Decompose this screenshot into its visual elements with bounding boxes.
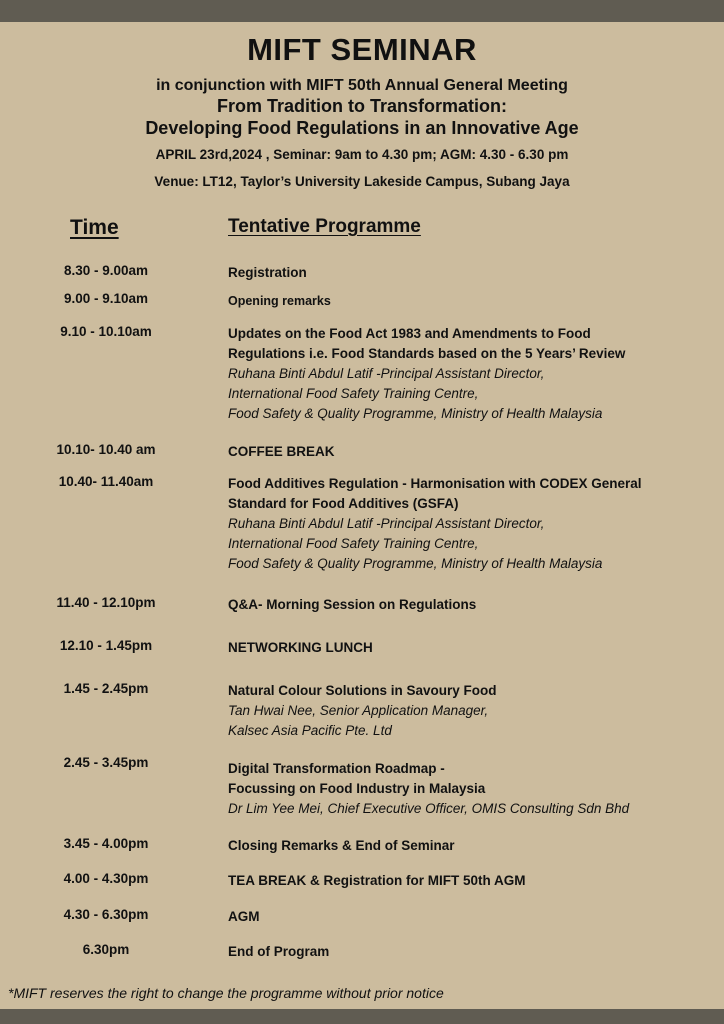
schedule-title: TEA BREAK & Registration for MIFT 50th AGM [228,873,526,888]
schedule-title: COFFEE BREAK [228,444,335,459]
schedule-title: Focussing on Food Industry in Malaysia [228,781,486,796]
bottom-band [0,1009,724,1024]
speaker-line: Ruhana Binti Abdul Latif -Principal Assistant Director, [228,366,545,381]
date-line: APRIL 23rd,2024 , Seminar: 9am to 4.30 pm; AGM: 4.30 - 6.30 pm [155,147,569,162]
schedule-time: 4.30 - 6.30pm [63,907,149,922]
schedule-time: 10.10- 10.40 am [56,442,156,457]
speaker-line: Tan Hwai Nee, Senior Application Manager, [228,703,489,718]
schedule-time: 4.00 - 4.30pm [63,871,149,886]
schedule-time: 10.40- 11.40am [58,474,154,489]
schedule-time: 11.40 - 12.10pm [56,595,156,610]
subtitle-agm: in conjunction with MIFT 50th Annual General Meeting [156,77,568,94]
speaker-line: International Food Safety Training Centre, [228,536,479,551]
footnote: *MIFT reserves the right to change the programme without prior notice [8,985,444,1001]
schedule-time: 1.45 - 2.45pm [63,681,149,696]
schedule-title: NETWORKING LUNCH [228,640,373,655]
speaker-line: Food Safety & Quality Programme, Ministry of Health Malaysia [228,406,603,421]
schedule-title: Digital Transformation Roadmap - [228,761,445,776]
venue-line: Venue: LT12, Taylor’s University Lakeside Campus, Subang Jaya [154,174,570,189]
schedule-title: Q&A- Morning Session on Regulations [228,597,477,612]
schedule-title: Updates on the Food Act 1983 and Amendments to Food [228,326,591,341]
speaker-line: Ruhana Binti Abdul Latif -Principal Assistant Director, [228,516,545,531]
schedule-title: Closing Remarks & End of Seminar [228,838,455,853]
schedule-title: Natural Colour Solutions in Savoury Food [228,683,497,698]
speaker-line: International Food Safety Training Centre, [228,386,479,401]
page-title: MIFT SEMINAR [247,32,477,67]
schedule-time: 6.30pm [82,942,130,957]
schedule-time: 3.45 - 4.00pm [63,836,149,851]
schedule-title: Regulations i.e. Food Standards based on the 5 Years’ Review [228,346,626,361]
schedule-title: Standard for Food Additives (GSFA) [228,496,459,511]
schedule-title: AGM [228,909,260,924]
schedule-time: 9.10 - 10.10am [60,324,152,339]
schedule-time: 8.30 - 9.00am [63,263,149,278]
schedule-title: Food Additives Regulation - Harmonisation with CODEX General [228,476,642,491]
speaker-line: Kalsec Asia Pacific Pte. Ltd [228,723,392,738]
column-header-programme: Tentative Programme [228,216,421,237]
top-band [0,0,724,22]
schedule-time: 12.10 - 1.45pm [59,638,153,653]
schedule-title: End of Program [228,944,330,959]
schedule-time: 9.00 - 9.10am [63,291,149,306]
schedule-time: 2.45 - 3.45pm [63,755,149,770]
subtitle-theme-2: Developing Food Regulations in an Innovative Age [145,118,579,138]
schedule-title: Registration [228,265,307,280]
column-header-time: Time [70,216,119,239]
subtitle-theme-1: From Tradition to Transformation: [216,96,507,116]
speaker-line: Dr Lim Yee Mei, Chief Executive Officer, OMIS Consulting Sdn Bhd [228,801,630,816]
schedule-title: Opening remarks [228,294,331,308]
speaker-line: Food Safety & Quality Programme, Ministry of Health Malaysia [228,556,603,571]
